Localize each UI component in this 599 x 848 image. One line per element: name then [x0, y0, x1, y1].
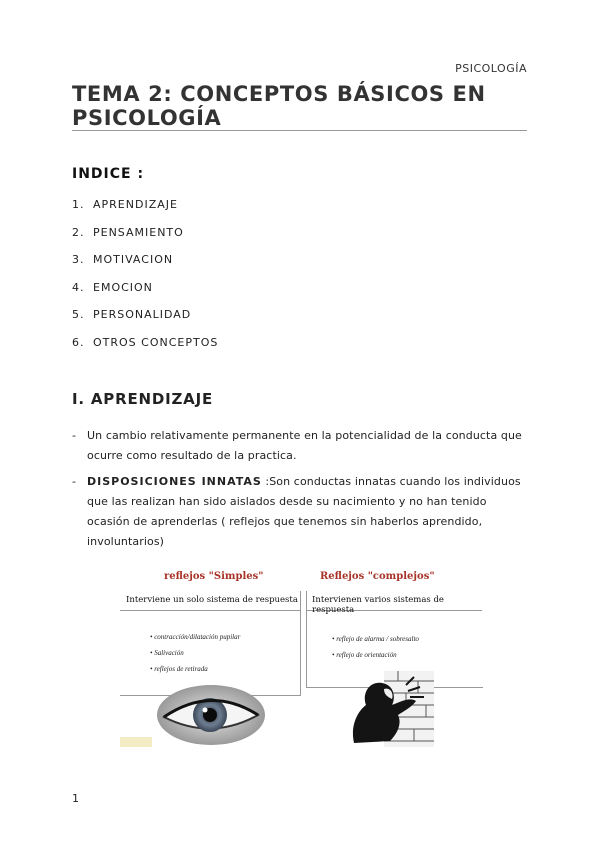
complex-reflexes-heading: Intervienen varios sistemas de respuesta: [312, 595, 444, 615]
index-item: [72, 278, 218, 306]
index-item: [72, 333, 218, 361]
list-item: • Salivación: [150, 649, 184, 657]
bullet-list: [72, 426, 532, 558]
index-item-label: OTROS CONCEPTOS: [93, 335, 219, 349]
title-divider: [72, 130, 527, 131]
complex-reflexes-list: [332, 631, 419, 663]
index-item: [72, 223, 218, 251]
bullet-text: :Son conductas innatas cuando los individuos que las realizan han sido aislados desde su nacimiento y no han tenido ocasión de aprenderlas ( reflejos que tenemos sin haberlos aprendido, involuntarios): [87, 475, 521, 548]
index-heading: INDICE :: [72, 166, 145, 182]
index-item-number: 5.: [72, 308, 85, 321]
index-item: [72, 250, 218, 278]
header-subject: PSICOLOGÍA: [455, 62, 527, 75]
index-item-number: 3.: [72, 253, 85, 266]
index-item-label: PENSAMIENTO: [93, 225, 184, 239]
simple-reflexes-list: [150, 629, 240, 677]
reflexes-figure: [116, 565, 486, 747]
list-item: • reflejos de retirada: [150, 665, 208, 673]
highlight-swatch: [120, 737, 152, 747]
bullet-innate: [72, 472, 532, 552]
index-list: [72, 195, 218, 360]
eye-illustration: [156, 683, 266, 747]
index-item-number: 4.: [72, 280, 85, 294]
simple-reflexes-title: reflejos "Simples": [164, 571, 264, 582]
index-item: [72, 305, 218, 333]
index-item-number: 1.: [72, 198, 85, 211]
index-item-label: PERSONALIDAD: [93, 308, 192, 321]
bullet-definition: [72, 426, 532, 466]
section-heading-aprendizaje: I. APRENDIZAJE: [72, 390, 213, 408]
simple-reflexes-heading: Interviene un solo sistema de respuesta: [126, 595, 298, 605]
list-item: • reflejo de orientación: [332, 651, 397, 659]
index-item: [72, 195, 218, 223]
index-item-label: MOTIVACION: [93, 253, 174, 266]
index-item-number: 6.: [72, 335, 85, 349]
list-item: • reflejo de alarma / sobresalto: [332, 635, 419, 643]
index-item-label: EMOCION: [93, 280, 153, 294]
bullet-text: Un cambio relativamente permanente en la potencialidad de la conducta que ocurre como resultado de la practica.: [87, 429, 522, 462]
dash-icon: -: [72, 429, 77, 442]
dash-icon: -: [72, 475, 77, 488]
index-item-label: APRENDIZAJE: [93, 198, 178, 211]
complex-reflexes-title: Reflejos "complejos": [320, 571, 435, 582]
page-number: 1: [72, 792, 79, 805]
bullet-term: DISPOSICIONES INNATAS: [87, 475, 262, 488]
list-item: • contracción/dilatación pupilar: [150, 633, 241, 641]
index-item-number: 2.: [72, 225, 85, 239]
page-title: TEMA 2: CONCEPTOS BÁSICOS EN PSICOLOGÍA: [72, 82, 486, 130]
divider: [120, 610, 300, 611]
startle-illustration: [348, 671, 434, 747]
